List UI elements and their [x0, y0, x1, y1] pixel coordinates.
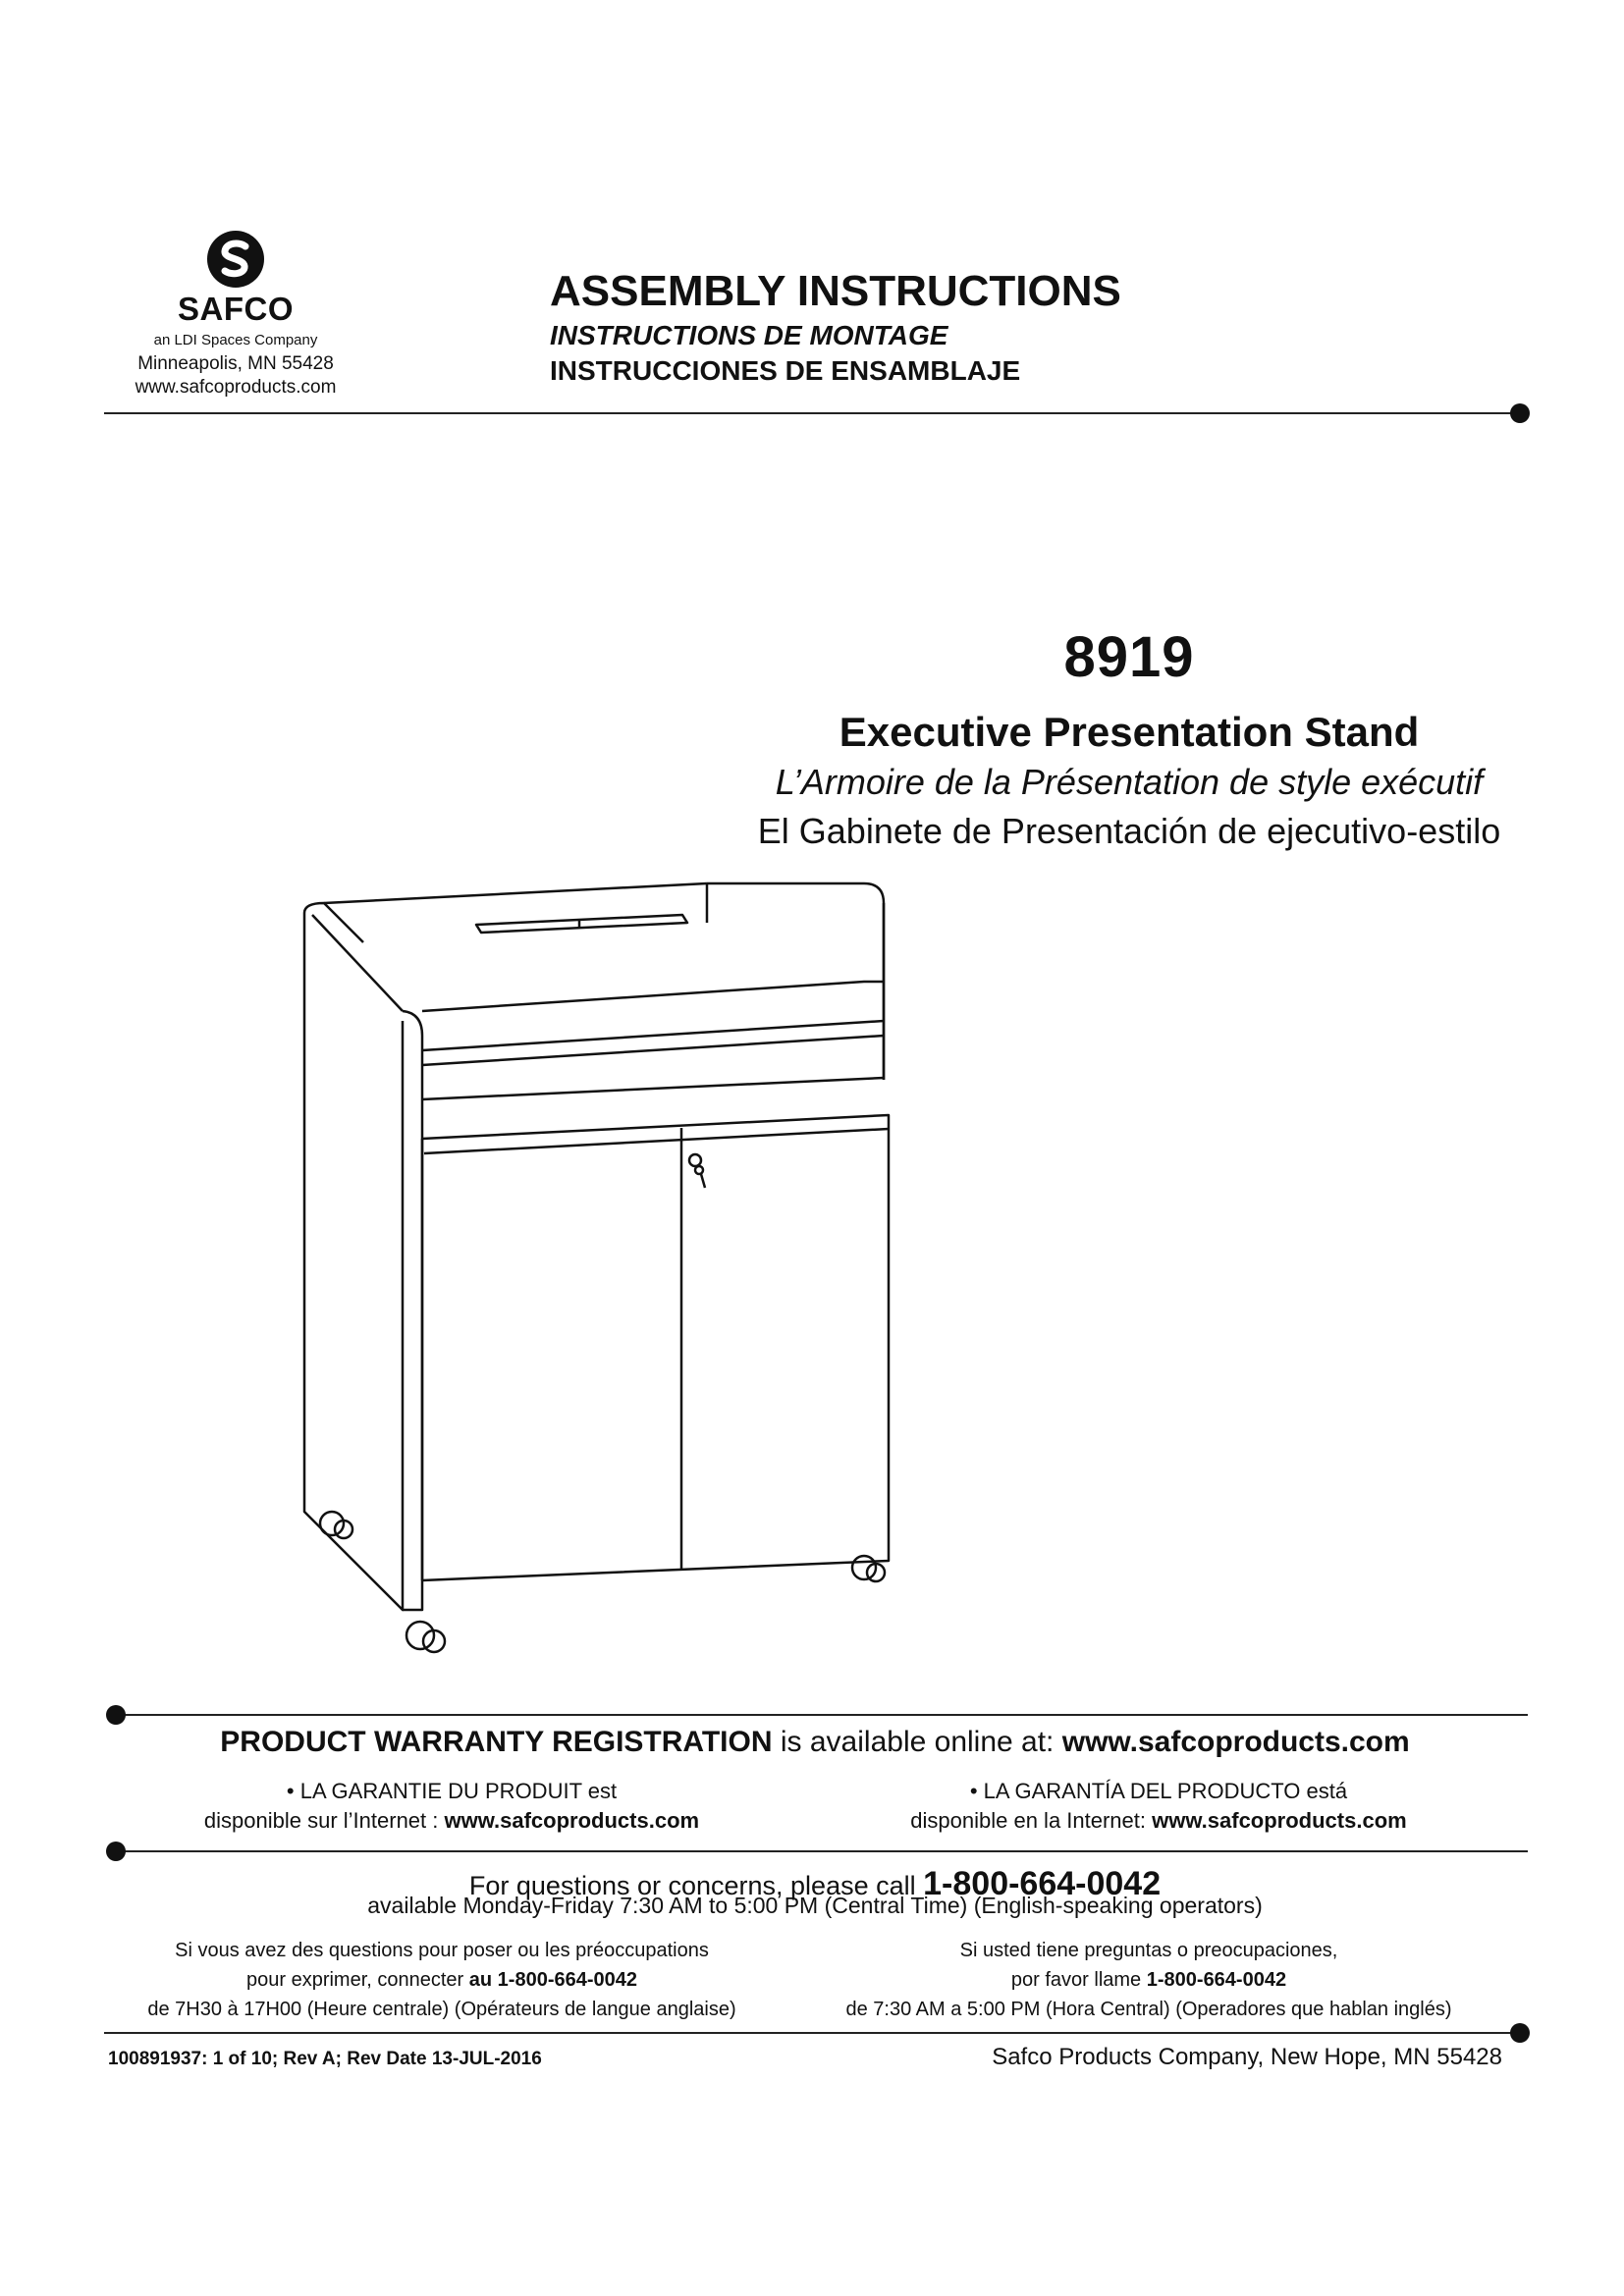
title-spanish: INSTRUCCIONES DE ENSAMBLAJE — [550, 355, 1021, 386]
warranty-rule-bottom — [116, 1850, 1528, 1852]
header-rule-dot — [1510, 403, 1530, 423]
questions-text: For questions or concerns, please call — [468, 1871, 916, 1900]
document-id: 100891937: 1 of 10; Rev A; Rev Date 13-JUL-2016 — [108, 2049, 542, 2069]
questions-spanish-line1: Si usted tiene preguntas o preocupaciones, — [959, 1940, 1338, 1961]
warranty-spanish-line2 — [854, 1808, 1463, 1834]
questions-french-line3: de 7H30 à 17H00 (Heure centrale) (Opérateurs de langue anglaise) — [147, 1999, 736, 2020]
footer-rule-dot — [1510, 2023, 1530, 2043]
company-address: Safco Products Company, New Hope, MN 55428 — [992, 2044, 1502, 2070]
questions-french-phone[interactable]: au 1-800-664-0042 — [468, 1969, 638, 1991]
questions-french-line1: Si vous avez des questions pour poser ou les préoccupations — [175, 1940, 709, 1961]
brand-name: SAFCO — [178, 291, 294, 327]
brand-subtitle: an LDI Spaces Company — [153, 332, 318, 348]
questions-spanish-phone[interactable]: 1-800-664-0042 — [1146, 1969, 1287, 1991]
warranty-registration-line — [118, 1726, 1512, 1759]
questions-french-text: pour exprimer, connecter — [245, 1969, 464, 1991]
warranty-rule-top — [116, 1714, 1528, 1716]
title-english: ASSEMBLY INSTRUCTIONS — [550, 267, 1121, 315]
title-french: INSTRUCTIONS DE MONTAGE — [550, 320, 948, 350]
questions-spanish-line2 — [825, 1965, 1473, 1995]
warranty-rule-top-dot — [106, 1705, 126, 1725]
warranty-french-url-link[interactable]: www.safcoproducts.com — [444, 1808, 700, 1833]
warranty-text: is available online at: — [780, 1726, 1055, 1758]
brand-website: www.safcoproducts.com — [135, 377, 337, 398]
model-number: 8919 — [1063, 625, 1195, 689]
questions-french — [118, 1936, 766, 2024]
warranty-label: PRODUCT WARRANTY REGISTRATION — [220, 1726, 773, 1758]
questions-spanish-text: por favor llame — [1010, 1969, 1142, 1991]
questions-availability: available Monday-Friday 7:30 AM to 5:00 PM (Central Time) (English-speaking operators) — [367, 1893, 1263, 1918]
warranty-spanish-line1: • LA GARANTÍA DEL PRODUCTO está — [969, 1779, 1348, 1803]
support-phone[interactable]: 1-800-664-0042 — [923, 1865, 1162, 1902]
safco-logo-icon — [206, 230, 265, 289]
warranty-rule-bottom-dot — [106, 1842, 126, 1861]
warranty-spanish-text: disponible en la Internet: — [910, 1808, 1147, 1833]
warranty-french-line1: • LA GARANTIE DU PRODUIT est — [286, 1779, 618, 1803]
product-name-spanish: El Gabinete de Presentación de ejecutivo-estilo — [757, 811, 1501, 851]
questions-french-line2 — [118, 1965, 766, 1995]
product-name-french: L’Armoire de la Présentation de style exécutif — [775, 762, 1484, 802]
warranty-url-link[interactable]: www.safcoproducts.com — [1061, 1726, 1410, 1758]
footer-rule — [104, 2032, 1520, 2034]
warranty-french-text: disponible sur l’Internet : — [203, 1808, 439, 1833]
presentation-stand-illustration — [285, 864, 913, 1669]
header-rule — [104, 412, 1518, 414]
product-name-english: Executive Presentation Stand — [839, 709, 1420, 755]
brand-city: Minneapolis, MN 55428 — [137, 353, 334, 374]
warranty-spanish-url-link[interactable]: www.safcoproducts.com — [1152, 1808, 1407, 1833]
questions-spanish — [825, 1936, 1473, 2024]
questions-spanish-line3: de 7:30 AM a 5:00 PM (Hora Central) (Operadores que hablan inglés) — [845, 1999, 1452, 2020]
warranty-french-line2 — [147, 1808, 756, 1834]
